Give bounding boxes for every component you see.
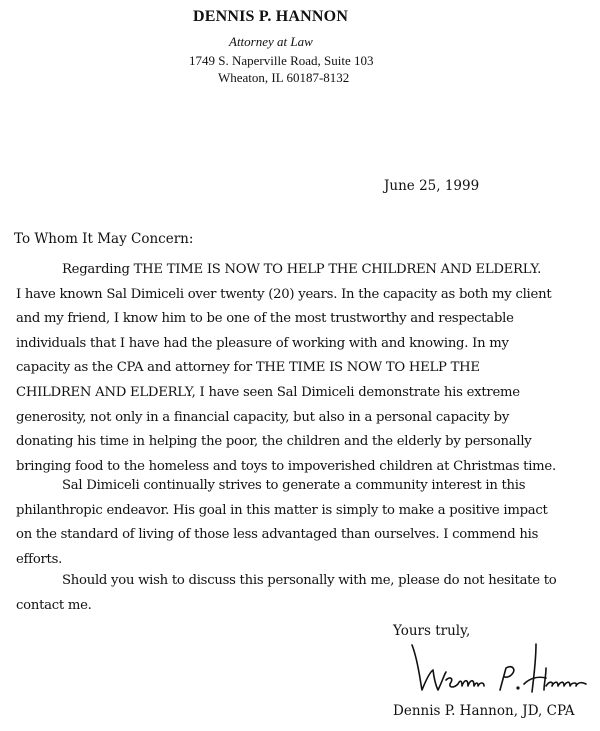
paragraph-1 <box>16 258 596 479</box>
letterhead-name: DENNIS P. HANNON <box>193 8 349 25</box>
letter-date: June 25, 1999 <box>384 178 480 194</box>
letterhead-address-line2: Wheaton, IL 60187-8132 <box>218 70 350 85</box>
paragraph-line: contact me. <box>16 597 92 613</box>
paragraph-line: Regarding THE TIME IS NOW TO HELP THE CHILDREN AND ELDERLY. <box>62 262 542 277</box>
paragraph-line: efforts. <box>16 551 63 567</box>
salutation: To Whom It May Concern: <box>14 231 194 247</box>
paragraph-line: CHILDREN AND ELDERLY, I have seen Sal Dimiceli demonstrate his extreme <box>16 384 520 400</box>
paragraph-line: capacity as the CPA and attorney for THE TIME IS NOW TO HELP THE <box>16 360 480 376</box>
letterhead-address-line1: 1749 S. Naperville Road, Suite 103 <box>189 53 374 68</box>
paragraph-line: and my friend, I know him to be one of the most trustworthy and respectable <box>16 311 514 327</box>
paragraph-line: philanthropic endeavor. His goal in this matter is simply to make a positive impact <box>16 502 548 518</box>
paragraph-line: I have known Sal Dimiceli over twenty (20) years. In the capacity as both my client <box>16 286 552 302</box>
paragraph-line: generosity, not only in a financial capacity, but also in a personal capacity by <box>16 409 510 425</box>
paragraph-line: bringing food to the homeless and toys to impoverished children at Christmas time. <box>16 458 556 474</box>
paragraph-line: Should you wish to discuss this personally with me, please do not hesitate to <box>62 573 557 588</box>
paragraph-2 <box>16 474 596 572</box>
paragraph-line: on the standard of living of those less advantaged than ourselves. I commend his <box>16 527 539 543</box>
closing: Yours truly, <box>393 623 471 639</box>
paragraph-3 <box>16 569 596 618</box>
paragraph-line: individuals that I have had the pleasure of working with and knowing. In my <box>16 335 509 351</box>
paragraph-line: donating his time in helping the poor, the children and the elderly by personally <box>16 434 532 450</box>
paragraph-line: Sal Dimiceli continually strives to generate a community interest in this <box>62 478 526 493</box>
signer-name: Dennis P. Hannon, JD, CPA <box>393 703 575 719</box>
signature-icon <box>400 640 590 700</box>
letterhead-title: Attorney at Law <box>229 34 313 49</box>
